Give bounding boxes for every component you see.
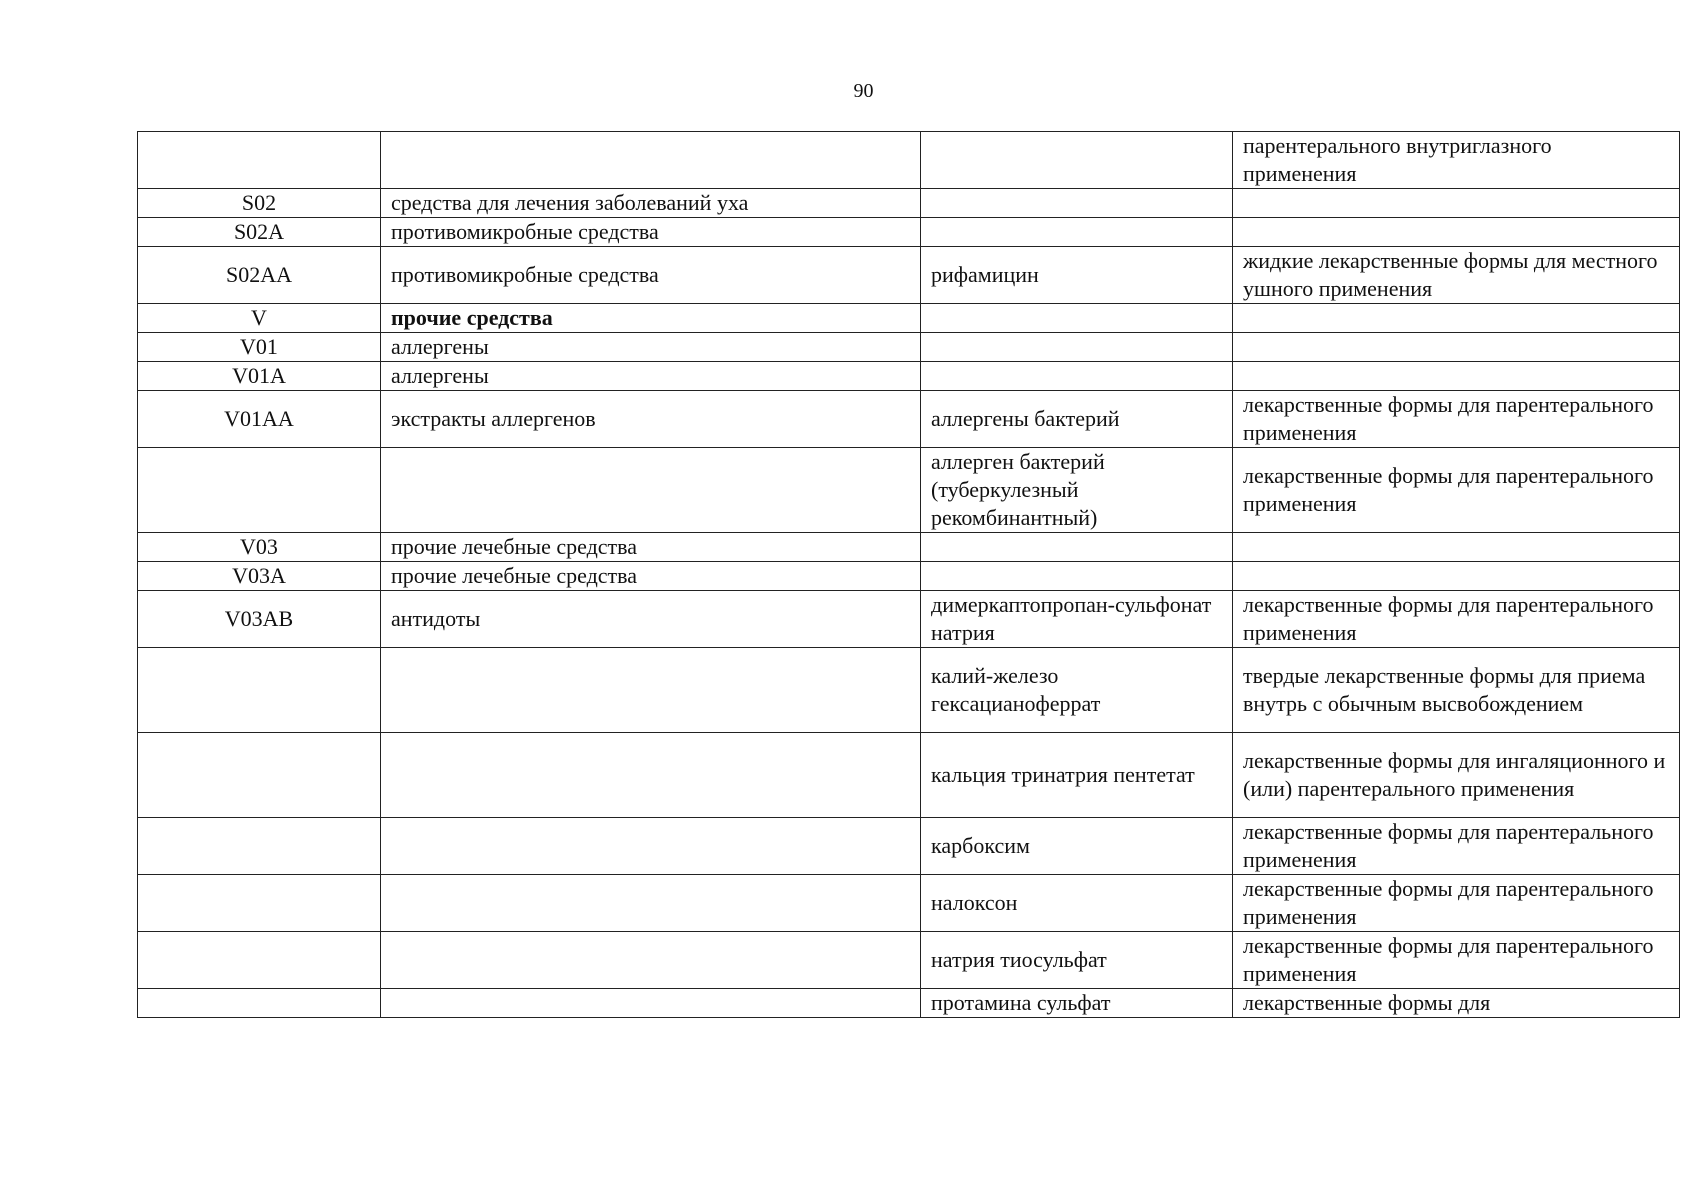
dosage-form-cell: лекарственные формы для парентерального применения [1233,591,1680,648]
atc-code-cell [138,818,381,875]
drug-name-cell [921,562,1233,591]
atc-code-cell [138,132,381,189]
table-row [138,989,1680,1018]
dosage-form-cell: парентерального внутриглазного применения [1233,132,1680,189]
anatomical-group-cell: прочие лечебные средства [381,562,921,591]
dosage-form-cell: лекарственные формы для парентерального применения [1233,875,1680,932]
atc-code-cell [138,448,381,533]
drug-name-cell: калий-железо гексацианоферрат [921,648,1233,733]
dosage-form-cell [1233,218,1680,247]
dosage-form-cell [1233,362,1680,391]
drug-name-cell [921,304,1233,333]
dosage-form-cell [1233,304,1680,333]
dosage-form-cell: лекарственные формы для парентерального применения [1233,391,1680,448]
atc-code-cell: V03A [138,562,381,591]
dosage-form-cell: жидкие лекарственные формы для местного ушного применения [1233,247,1680,304]
dosage-form-cell [1233,562,1680,591]
dosage-form-cell [1233,533,1680,562]
anatomical-group-cell: противомикробные средства [381,218,921,247]
anatomical-group-cell [381,448,921,533]
table-row [138,562,1680,591]
table-row [138,391,1680,448]
anatomical-group-cell [381,818,921,875]
table-row [138,733,1680,818]
anatomical-group-cell [381,875,921,932]
anatomical-group-cell: прочие средства [381,304,921,333]
drug-name-cell [921,533,1233,562]
table-row [138,218,1680,247]
drug-name-cell: налоксон [921,875,1233,932]
page-number: 90 [853,80,874,102]
dosage-form-cell: лекарственные формы для ингаляционного и (или) парентерального применения [1233,733,1680,818]
drug-name-cell: кальция тринатрия пентетат [921,733,1233,818]
drug-name-cell [921,218,1233,247]
drug-name-cell: рифамицин [921,247,1233,304]
table-row [138,533,1680,562]
anatomical-group-cell: противомикробные средства [381,247,921,304]
anatomical-group-cell [381,648,921,733]
anatomical-group-cell: прочие лечебные средства [381,533,921,562]
table-row [138,362,1680,391]
dosage-form-cell: твердые лекарственные формы для приема внутрь с обычным высвобождением [1233,648,1680,733]
dosage-form-cell: лекарственные формы для парентерального применения [1233,818,1680,875]
drug-table [137,131,1680,1018]
atc-code-cell [138,989,381,1018]
drug-name-cell [921,189,1233,218]
atc-code-cell: V01 [138,333,381,362]
drug-name-cell: протамина сульфат [921,989,1233,1018]
atc-code-cell [138,932,381,989]
atc-code-cell: V01A [138,362,381,391]
anatomical-group-cell: аллергены [381,362,921,391]
dosage-form-cell [1233,333,1680,362]
dosage-form-cell: лекарственные формы для парентерального применения [1233,448,1680,533]
drug-name-cell [921,333,1233,362]
table-row [138,333,1680,362]
anatomical-group-cell [381,733,921,818]
table-body [138,132,1680,1018]
drug-name-cell: димеркаптопропан-сульфонат натрия [921,591,1233,648]
atc-code-cell: S02 [138,189,381,218]
dosage-form-cell: лекарственные формы для парентерального применения [1233,932,1680,989]
atc-code-cell [138,648,381,733]
table-row [138,247,1680,304]
atc-code-cell: V01AA [138,391,381,448]
drug-name-cell: натрия тиосульфат [921,932,1233,989]
drug-name-cell: аллергены бактерий [921,391,1233,448]
anatomical-group-cell: антидоты [381,591,921,648]
table-row [138,875,1680,932]
anatomical-group-cell [381,132,921,189]
anatomical-group-cell: экстракты аллергенов [381,391,921,448]
table-row [138,304,1680,333]
drug-name-cell [921,362,1233,391]
anatomical-group-cell [381,932,921,989]
drug-name-cell: карбоксим [921,818,1233,875]
atc-code-cell: V03 [138,533,381,562]
table-row [138,648,1680,733]
dosage-form-cell: лекарственные формы для [1233,989,1680,1018]
table-row [138,189,1680,218]
table-row [138,932,1680,989]
drug-name-cell [921,132,1233,189]
atc-code-cell: V03AB [138,591,381,648]
atc-code-cell: S02A [138,218,381,247]
atc-code-cell [138,875,381,932]
anatomical-group-cell [381,989,921,1018]
atc-code-cell: V [138,304,381,333]
table-row [138,448,1680,533]
atc-code-cell [138,733,381,818]
anatomical-group-cell: средства для лечения заболеваний уха [381,189,921,218]
drug-name-cell: аллерген бактерий (туберкулезный рекомбинантный) [921,448,1233,533]
atc-code-cell: S02AA [138,247,381,304]
table-row [138,591,1680,648]
dosage-form-cell [1233,189,1680,218]
anatomical-group-cell: аллергены [381,333,921,362]
table-row [138,132,1680,189]
table-row [138,818,1680,875]
